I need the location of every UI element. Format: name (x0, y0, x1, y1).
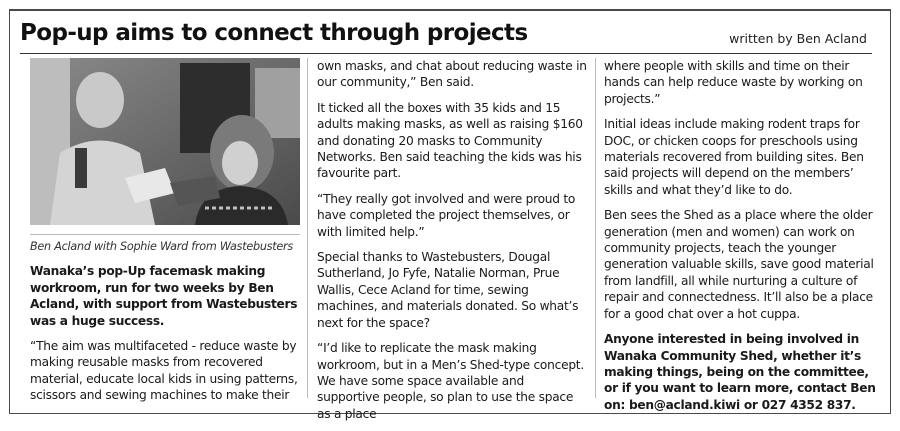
column-3 (604, 58, 876, 422)
body-paragraph: It ticked all the boxes with 35 kids and 15 adults making masks, as well as raising $160 and donating 20 masks to Community Networks. Ben said teaching the kids was his favourite part. (317, 100, 583, 181)
article-photo (30, 58, 300, 225)
lead-paragraph: Wanaka’s pop-Up facemask making workroom, run for two weeks by Ben Acland, with support from Wastebusters was a huge success. (30, 264, 298, 328)
body-paragraph: “They really got involved and were proud to have completed the project themselves, or with limited help.” (317, 191, 576, 239)
body-paragraph: where people with skills and time on their hands can help reduce waste by working on projects.” (604, 59, 863, 106)
column-divider (595, 58, 596, 398)
column-2 (317, 58, 587, 431)
column-divider (307, 58, 308, 398)
byline: written by Ben Acland (729, 31, 867, 46)
column-1 (30, 58, 300, 413)
headline: Pop-up aims to connect through projects (20, 20, 528, 46)
body-paragraph: Special thanks to Wastebusters, Dougal Sutherland, Jo Fyfe, Natalie Norman, Prue Wallis, Cece Acland for time, sewing machines, and materials donated. So what’s next for the space? (317, 250, 579, 330)
body-paragraph: Initial ideas include making rodent traps for DOC, or chicken coops for preschools using materials recovered from building sites. Ben said projects will depend on the members’ skills and what they’d like to do. (604, 117, 864, 197)
body-paragraph: own masks, and chat about reducing waste in our community,” Ben said. (317, 59, 587, 90)
body-paragraph: “The aim was multifaceted - reduce waste by making reusable masks from recovered material, educate local kids in using patterns, scissors and sewing machines to make their (30, 339, 298, 403)
body-paragraph: “I’d like to replicate the mask making workroom, but in a Men’s Shed-type concept. We have some space available and supportive people, so plan to use the space as a place (317, 341, 584, 421)
contact-paragraph: Anyone interested in being involved in Wanaka Community Shed, whether it’s making things, being on the committee, or if you want to learn more, contact Ben on: ben@acland.kiwi or 027 4352 837. (604, 332, 876, 412)
photo-caption: Ben Acland with Sophie Ward from Wastebusters (30, 234, 300, 255)
body-paragraph: Ben sees the Shed as a place where the older generation (men and women) can work on community projects, teach the younger generation valuable skills, save good material from landfill, all while nurturing a culture of repair and connectedness. It’ll also be a place for a good chat over a hot cuppa. (604, 208, 874, 321)
photo-illustration (30, 58, 300, 225)
headline-rule (20, 53, 872, 54)
